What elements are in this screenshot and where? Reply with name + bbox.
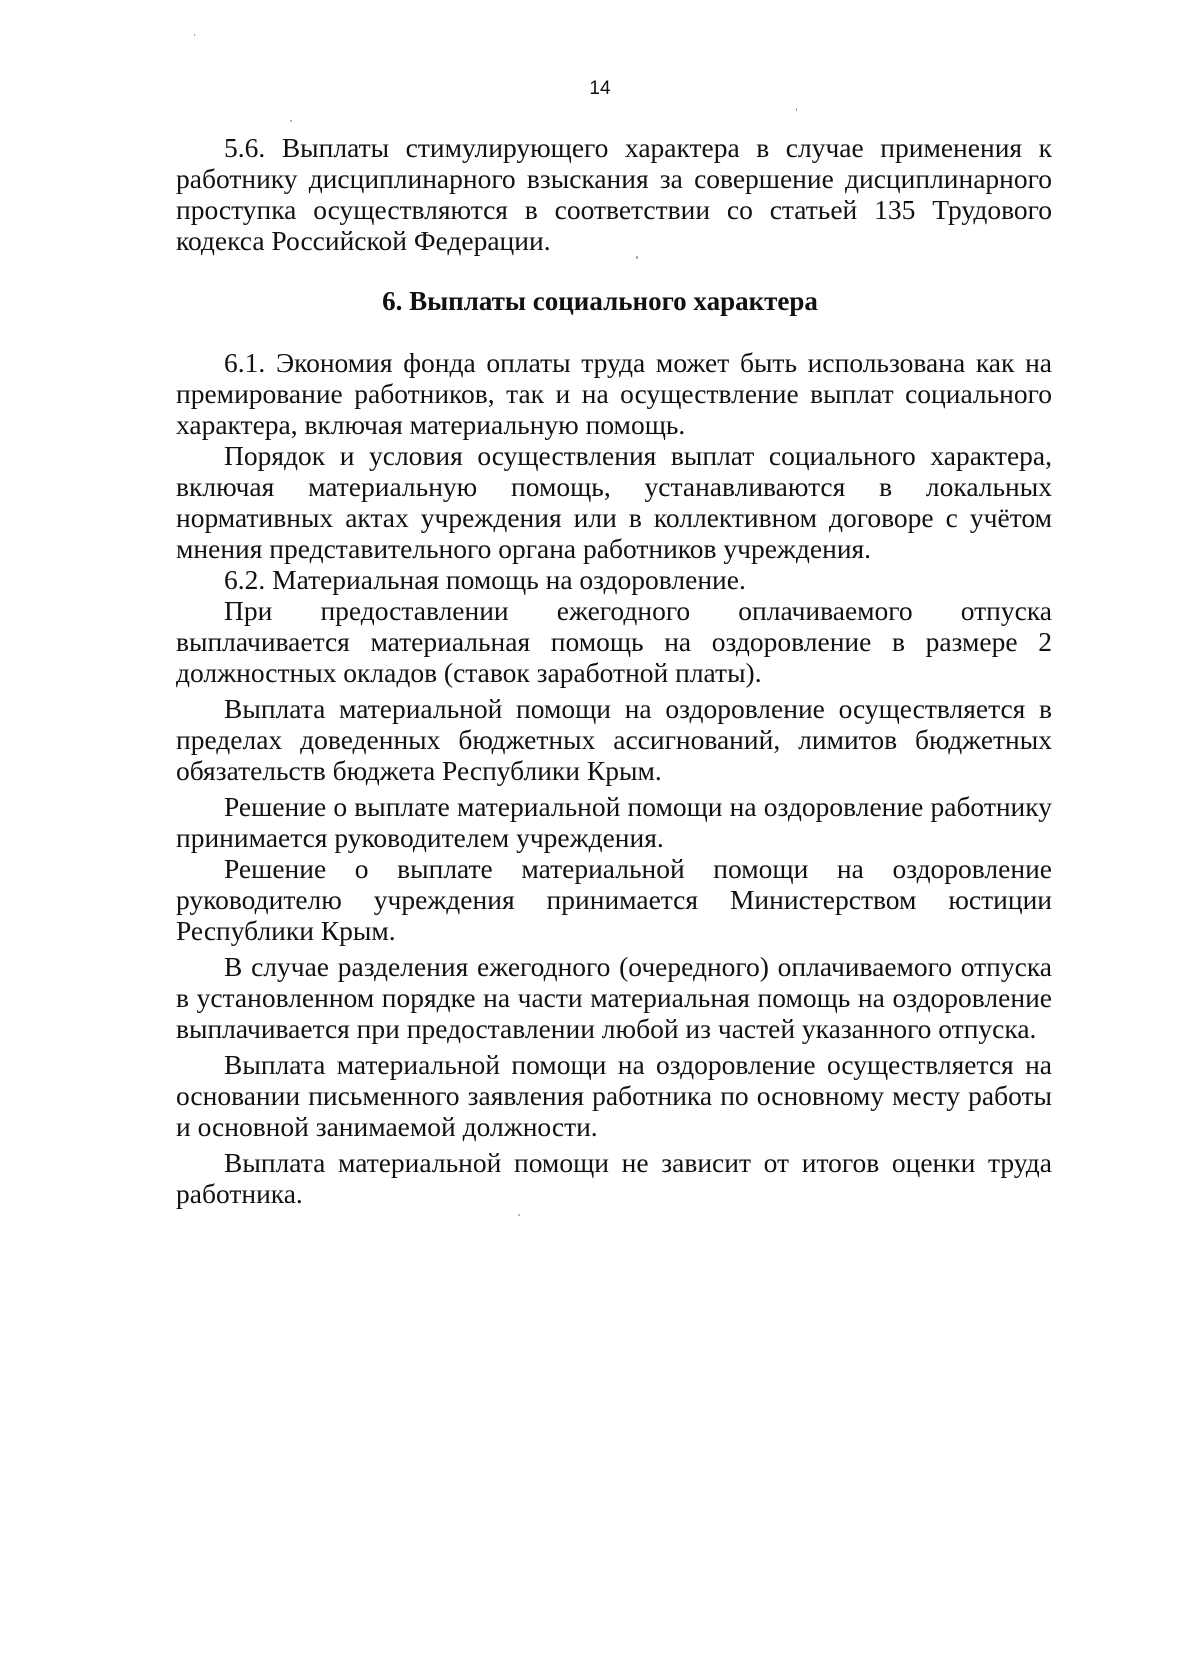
scan-speck bbox=[796, 108, 797, 111]
section-5-body bbox=[176, 132, 1052, 256]
section-6-heading: 6. Выплаты социального характера bbox=[382, 286, 818, 316]
scan-speck bbox=[636, 256, 638, 259]
paragraph: Решение о выплате материальной помощи на оздоровление руководителю учреждения принимается Министерством юстиции Республики Крым. bbox=[176, 853, 1052, 946]
section-6-body bbox=[176, 347, 1052, 1209]
paragraph: Выплата материальной помощи не зависит от итогов оценки труда работника. bbox=[176, 1147, 1052, 1209]
paragraph: Выплата материальной помощи на оздоровление осуществляется в пределах доведенных бюджетных ассигнований, лимитов бюджетных обязательств бюджета Республики Крым. bbox=[176, 693, 1052, 786]
paragraph: Решение о выплате материальной помощи на оздоровление работнику принимается руководителем учреждения. bbox=[176, 791, 1052, 853]
paragraph: Порядок и условия осуществления выплат социального характера, включая материальную помощь, устанавливаются в локальных нормативных актах учреждения или в коллективном договоре с учётом мнения представительного органа работников учреждения. bbox=[176, 440, 1052, 564]
scan-speck bbox=[194, 34, 195, 36]
paragraph: Выплата материальной помощи на оздоровление осуществляется на основании письменного заявления работника по основному месту работы и основной занимаемой должности. bbox=[176, 1049, 1052, 1142]
scan-speck bbox=[518, 1214, 520, 1216]
paragraph: В случае разделения ежегодного (очередного) оплачиваемого отпуска в установленном порядке на части материальная помощь на оздоровление выплачивается при предоставлении любой из частей указанного отпуска. bbox=[176, 951, 1052, 1044]
paragraph-6-1: 6.1. Экономия фонда оплаты труда может быть использована как на премирование работников, так и на осуществление выплат социального характера, включая материальную помощь. bbox=[176, 347, 1052, 440]
paragraph: При предоставлении ежегодного оплачиваемого отпуска выплачивается материальная помощь на оздоровление в размере 2 должностных окладов (ставок заработной платы). bbox=[176, 595, 1052, 688]
paragraph-5-6: 5.6. Выплаты стимулирующего характера в случае применения к работнику дисциплинарного взыскания за совершение дисциплинарного проступка осуществляются в соответствии со статьей 135 Трудового кодекса Российской Федерации. bbox=[176, 132, 1052, 256]
page-number: 14 bbox=[589, 78, 611, 99]
scan-speck bbox=[290, 120, 292, 122]
paragraph-6-2: 6.2. Материальная помощь на оздоровление. bbox=[224, 564, 746, 595]
